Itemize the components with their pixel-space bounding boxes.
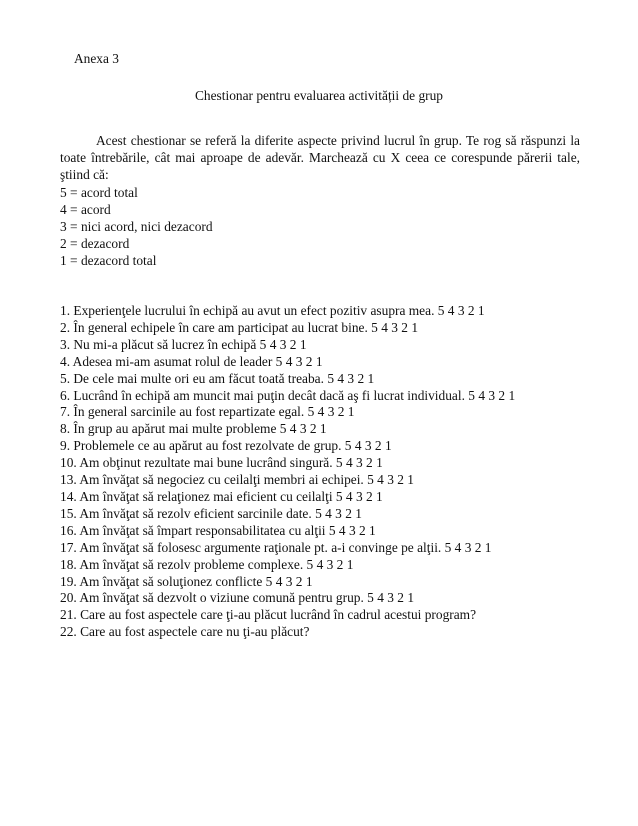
question-item: 14. Am învăţat să relaţionez mai eficient cu ceilalţi 5 4 3 2 1 (60, 488, 383, 504)
scale-item: 3 = nici acord, nici dezacord (60, 218, 213, 234)
question-item: 2. În general echipele în care am participat au lucrat bine. 5 4 3 2 1 (60, 319, 419, 335)
question-item: 9. Problemele ce au apărut au fost rezolvate de grup. 5 4 3 2 1 (60, 438, 392, 454)
question-item: 15. Am învăţat să rezolv eficient sarcinile date. 5 4 3 2 1 (60, 505, 362, 521)
question-item: 17. Am învăţat să folosesc argumente raţionale pt. a-i convinge pe alţii. 5 4 3 2 1 (60, 539, 492, 555)
question-item: 13. Am învăţat să negociez cu ceilalţi membri ai echipei. 5 4 3 2 1 (60, 472, 414, 488)
intro-paragraph: Acest chestionar se referă la diferite aspecte privind lucrul în grup. Te rog să răspunzi la toate întrebările, cât mai aproape de adevăr. Marchează cu X ceea ce corespunde părerii tale, ştiind că: (60, 133, 580, 182)
question-item: 6. Lucrând în echipă am muncit mai puţin decât dacă aş fi lucrat individual. 5 4 3 2 1 (60, 387, 516, 403)
question-list (60, 303, 515, 641)
question-item: 18. Am învăţat să rezolv probleme complexe. 5 4 3 2 1 (60, 556, 354, 572)
question-item: 7. În general sarcinile au fost repartizate egal. 5 4 3 2 1 (60, 404, 355, 420)
question-item: 22. Care au fost aspectele care nu ţi-au plăcut? (60, 624, 310, 640)
annex-label: Anexa 3 (74, 51, 119, 66)
question-item: 5. De cele mai multe ori eu am făcut toată treaba. 5 4 3 2 1 (60, 370, 375, 386)
scale-item: 5 = acord total (60, 185, 138, 200)
question-item: 3. Nu mi-a plăcut să lucrez în echipă 5 4 3 2 1 (60, 336, 307, 352)
question-item: 8. În grup au apărut mai multe probleme 5 4 3 2 1 (60, 421, 327, 437)
page-title: Chestionar pentru evaluarea activității de grup (194, 88, 443, 103)
question-item: 10. Am obţinut rezultate mai bune lucrând singură. 5 4 3 2 1 (60, 455, 383, 471)
question-item: 4. Adesea mi-am asumat rolul de leader 5 4 3 2 1 (60, 353, 323, 369)
question-item: 1. Experienţele lucrului în echipă au avut un efect pozitiv asupra mea. 5 4 3 2 1 (60, 303, 485, 318)
rating-scale-list (60, 185, 213, 270)
scale-item: 2 = dezacord (60, 235, 130, 251)
scale-item: 4 = acord (60, 201, 111, 217)
question-item: 19. Am învăţat să soluţionez conflicte 5 4 3 2 1 (60, 573, 313, 589)
scale-item: 1 = dezacord total (60, 252, 157, 268)
question-item: 21. Care au fost aspectele care ţi-au plăcut lucrând în cadrul acestui program? (60, 607, 477, 623)
question-item: 20. Am învăţat să dezvolt o viziune comună pentru grup. 5 4 3 2 1 (60, 590, 415, 606)
question-item: 16. Am învăţat să împart responsabilitatea cu alţii 5 4 3 2 1 (60, 522, 376, 538)
